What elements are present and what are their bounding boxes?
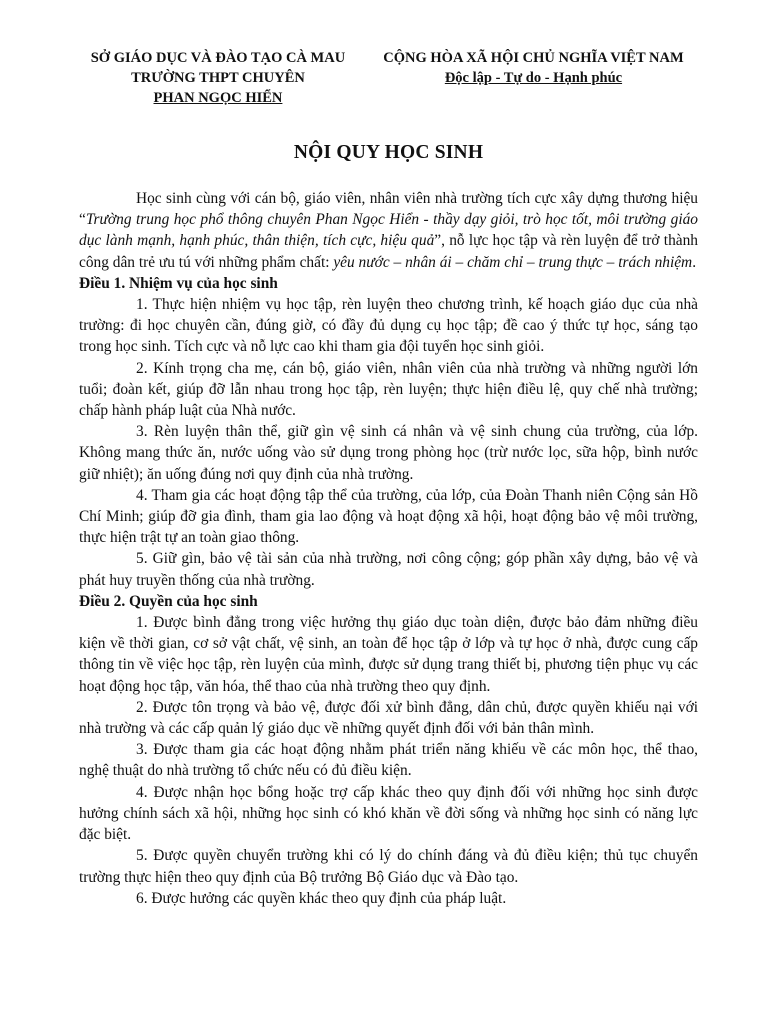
article-2-item: 4. Được nhận học bổng hoặc trợ cấp khác theo quy định đối với những học sinh được hưởng chính sách xã hội, những học sinh có khó khăn về đời sống và những học sinh có năng lực đặc biệt.: [79, 783, 698, 844]
article-1-item: 2. Kính trọng cha mẹ, cán bộ, giáo viên, nhân viên của nhà trường và những người lớn tuổi; đoàn kết, giúp đỡ lẫn nhau trong học tập, rèn luyện; thực hiện điều lệ, quy chế nhà trường; chấp hành pháp luật của Nhà nước.: [79, 359, 698, 420]
document-title: NỘI QUY HỌC SINH: [293, 142, 484, 163]
national-motto: [361, 48, 706, 108]
document-header: [79, 48, 698, 108]
intro-text-2: ”, nỗ lực học tập và rèn luyện để trở thành công dân trẻ ưu tú với những phẩm chất:: [79, 232, 698, 271]
country-name: CỘNG HÒA XÃ HỘI CHỦ NGHĨA VIỆT NAM: [383, 50, 684, 66]
school-slogan: Trường trung học phổ thông chuyên Phan Ngọc Hiển - thầy dạy giỏi, trò học tốt, môi trường giáo dục lành mạnh, hạnh phúc, thân thiện, tích cực, hiệu quả: [79, 211, 698, 250]
article-2-item: 5. Được quyền chuyển trường khi có lý do chính đáng và đủ điều kiện; thủ tục chuyển trường thực hiện theo quy định của Bộ trưởng Bộ Giáo dục và Đào tạo.: [79, 847, 698, 886]
article-1-item: 5. Giữ gìn, bảo vệ tài sản của nhà trường, nơi công cộng; góp phần xây dựng, bảo vệ và phát huy truyền thống của nhà trường.: [79, 550, 698, 589]
student-qualities: yêu nước – nhân ái – chăm chỉ – trung thực – trách nhiệm: [333, 253, 693, 271]
intro-paragraph: [79, 188, 698, 273]
article-1-heading: Điều 1. Nhiệm vụ của học sinh: [79, 274, 278, 292]
article-2-item: 2. Được tôn trọng và bảo vệ, được đối xử bình đẳng, dân chủ, được quyền khiếu nại với nhà trường và các cấp quản lý giáo dục về những quyết định đối với bản thân mình.: [79, 698, 698, 738]
article-1-item: 4. Tham gia các hoạt động tập thể của trường, của lớp, của Đoàn Thanh niên Cộng sản Hồ Chí Minh; giúp đỡ gia đình, tham gia lao động và hoạt động xã hội, hoạt động bảo vệ môi trường, thực hiện trật tự an toàn giao thông.: [79, 486, 698, 547]
article-1-item: 3. Rèn luyện thân thể, giữ gìn vệ sinh cá nhân và vệ sinh chung của trường, của lớp. Không mang thức ăn, nước uống vào sử dụng trong phòng học (trừ nước lọc, sữa hộp, bình nước giữ nhiệt); ăn uống đúng nơi quy định của nhà trường.: [79, 423, 698, 483]
school-name-line1: TRƯỜNG THPT CHUYÊN: [131, 70, 305, 86]
article-2-heading: Điều 2. Quyền của học sinh: [79, 592, 258, 610]
article-2-item: 1. Được bình đẳng trong việc hưởng thụ giáo dục toàn diện, được bảo đảm những điều kiện về thời gian, cơ sở vật chất, vệ sinh, an toàn để học tập ở lớp và tự học ở nhà, được cung cấp thông tin về việc học tập, rèn luyện của mình, được sử dụng trang thiết bị, phương tiện phục vụ các hoạt động học tập, văn hóa, thể thao của nhà trường theo quy định.: [79, 614, 698, 695]
article-2-item: 6. Được hưởng các quyền khác theo quy định của pháp luật.: [136, 889, 507, 907]
article-2-item: 3. Được tham gia các hoạt động nhằm phát triển năng khiếu về các môn học, thể thao, nghệ thuật do nhà trường tổ chức nếu có đủ điều kiện.: [79, 741, 698, 780]
department-name: SỞ GIÁO DỤC VÀ ĐÀO TẠO CÀ MAU: [90, 50, 346, 66]
motto: Độc lập - Tự do - Hạnh phúc: [444, 70, 623, 86]
issuing-authority: [75, 48, 361, 108]
intro-text-1: Học sinh cùng với cán bộ, giáo viên, nhân viên nhà trường tích cực xây dựng thương hiệu “: [79, 190, 698, 229]
article-1-item: 1. Thực hiện nhiệm vụ học tập, rèn luyện theo chương trình, kế hoạch giáo dục của nhà trường: đi học chuyên cần, đúng giờ, có đầy đủ dụng cụ học tập; đề cao ý thức tự học, sáng tạo trong học sinh. Tích cực và nỗ lực cao khi tham gia đội tuyển học sinh giỏi.: [79, 296, 698, 356]
school-name-line2: PHAN NGỌC HIỂN: [153, 90, 283, 106]
intro-text-3: .: [692, 253, 697, 271]
